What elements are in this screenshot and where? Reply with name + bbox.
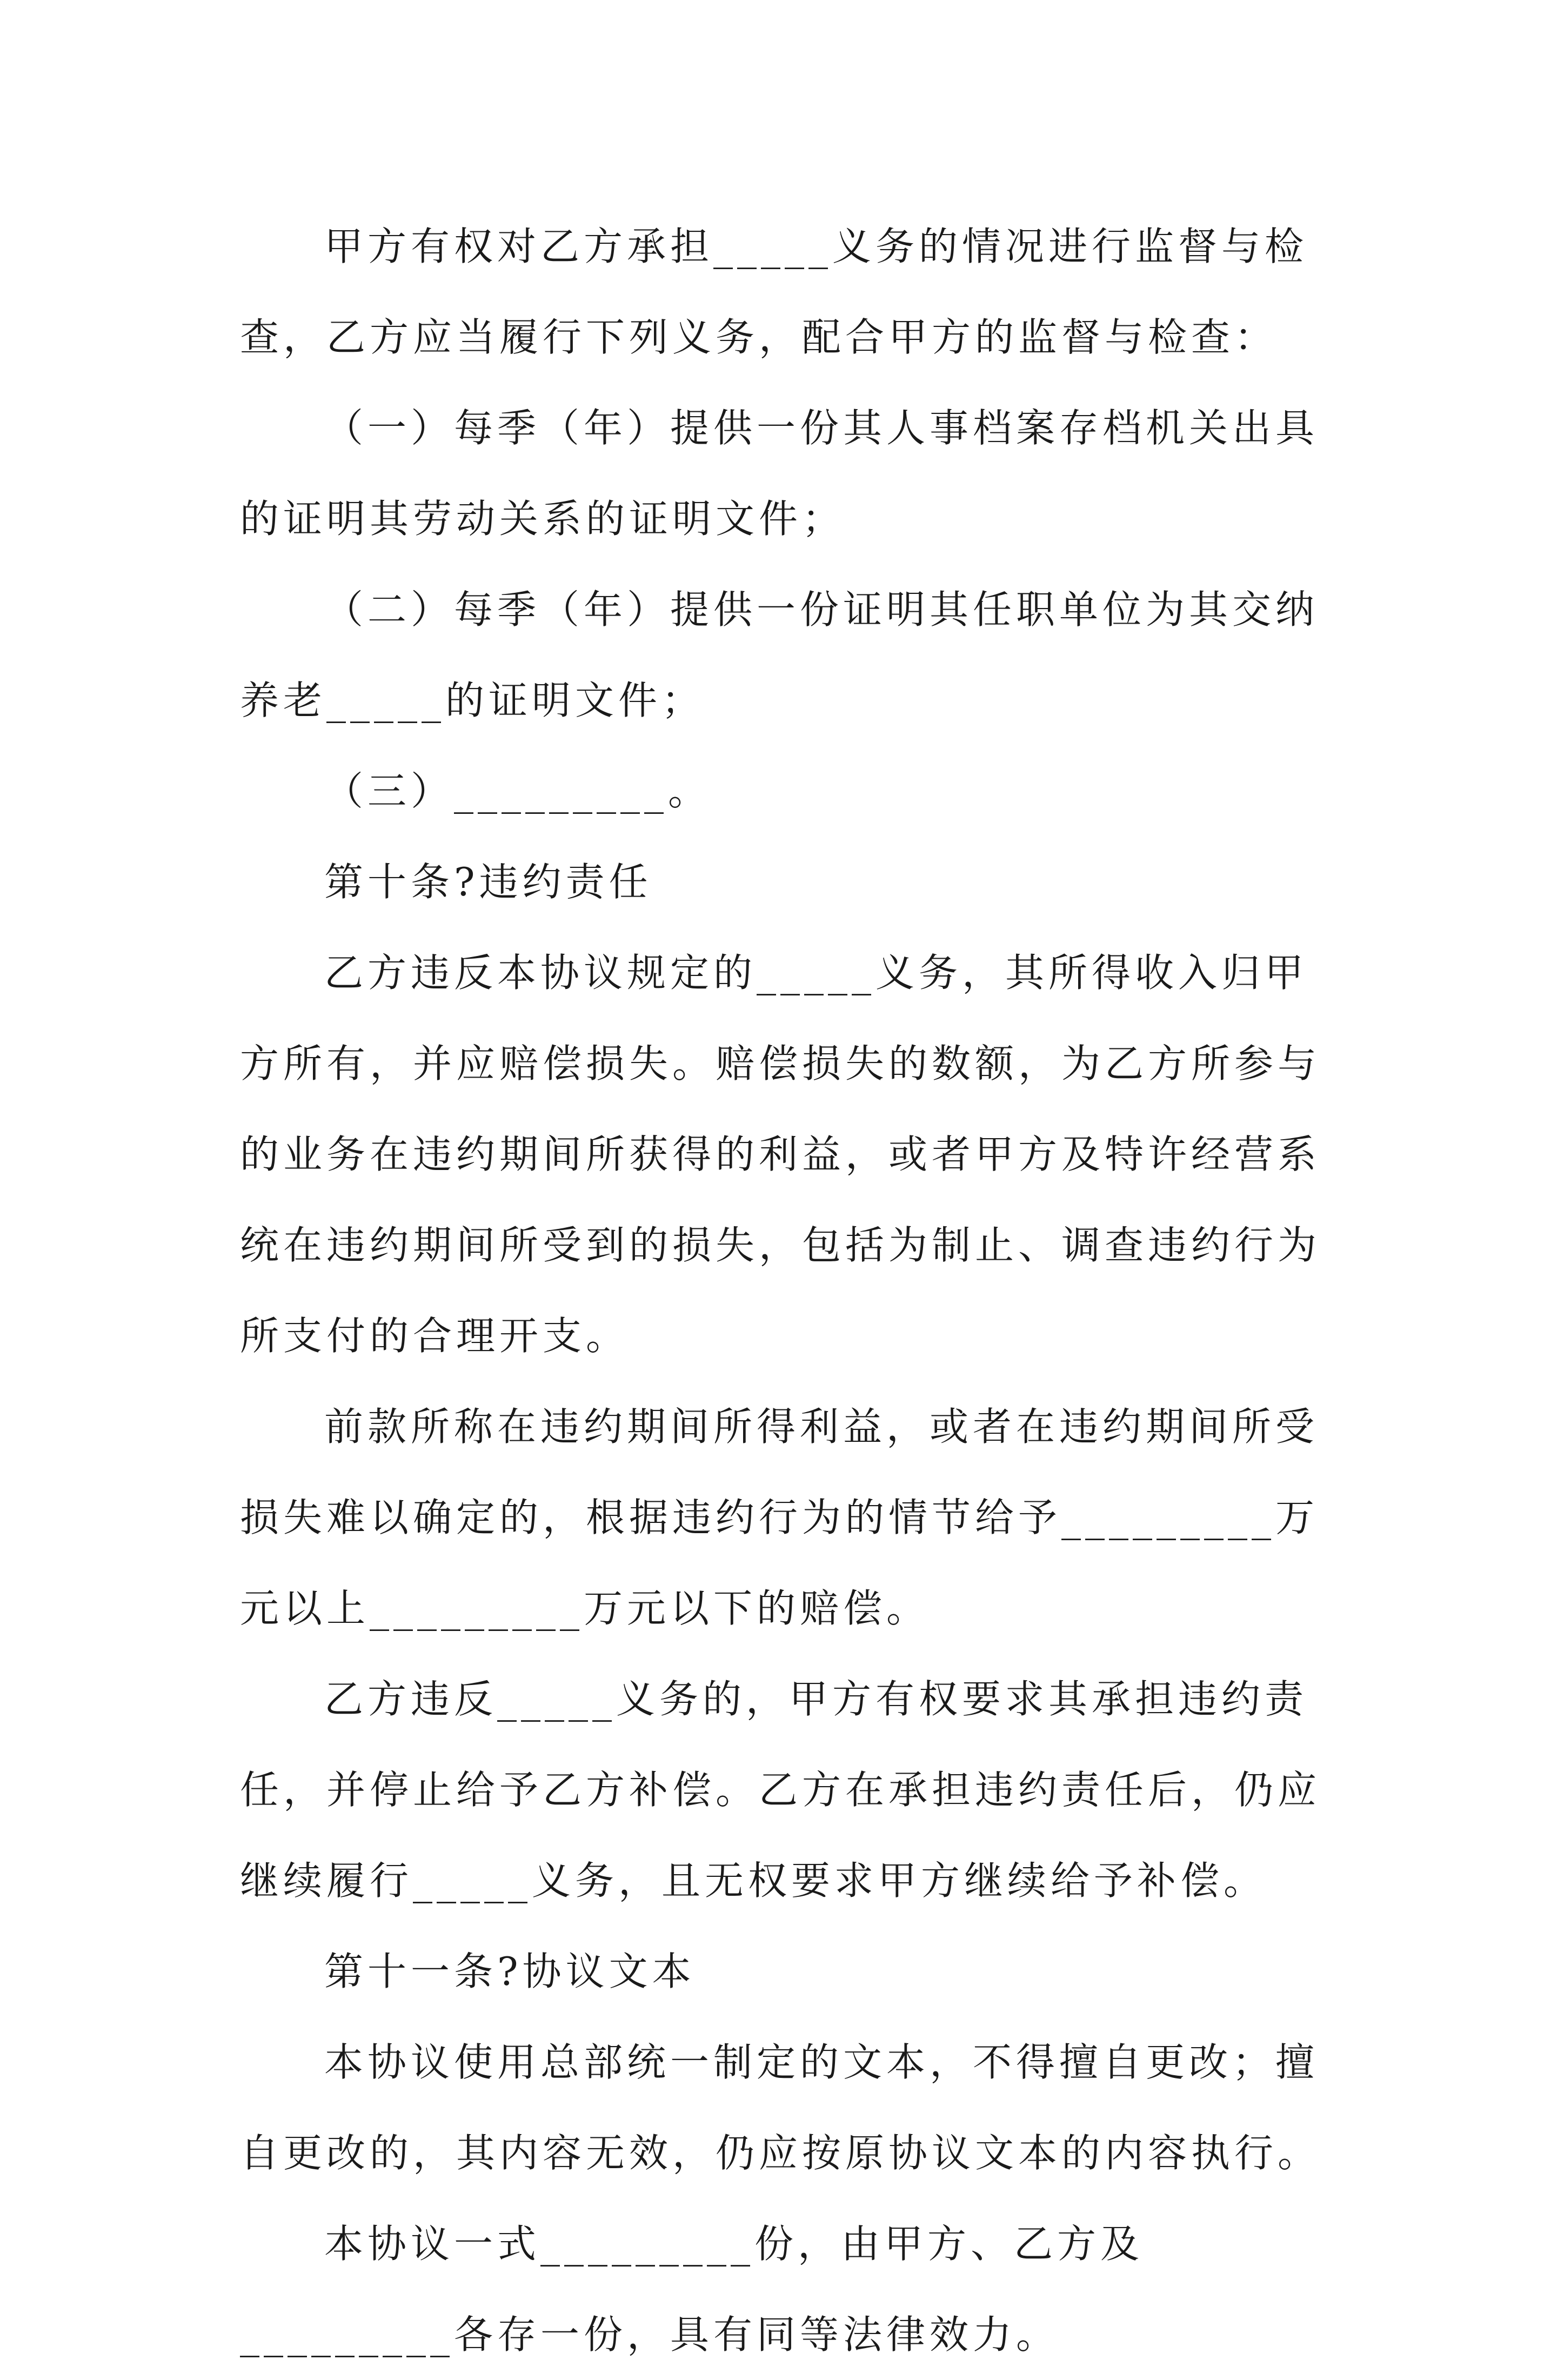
paragraph-compensation-range: 前款所称在违约期间所得利益，或者在违约期间所受损失难以确定的，根据违约行为的情节给予_________万元以上_________万元以下的赔偿。 xyxy=(240,1404,1319,1631)
paragraph-continue-obligation: 乙方违反_____义务的，甲方有权要求其承担违约责任，并停止给予乙方补偿。乙方在承担违约责任后，仍应继续履行_____义务，且无权要求甲方继续给予补偿。 xyxy=(240,1676,1321,1903)
paragraph-supervision: 甲方有权对乙方承担_____义务的情况进行监督与检查，乙方应当履行下列义务，配合甲方的监督与检查： xyxy=(240,224,1308,360)
paragraph-unified-text: 本协议使用总部统一制定的文本，不得擅自更改；擅自更改的，其内容无效，仍应按原协议文本的内容执行。 xyxy=(240,2040,1321,2176)
article-10-heading: 第十条?违约责任 xyxy=(324,859,652,905)
paragraph-item-2: （二）每季（年）提供一份证明其任职单位为其交纳养老_____的证明文件； xyxy=(240,587,1319,723)
paragraph-item-1: （一）每季（年）提供一份其人事档案存档机关出具的证明其劳动关系的证明文件； xyxy=(240,405,1319,541)
article-11-heading: 第十一条?协议文本 xyxy=(324,1949,696,1994)
paragraph-breach-liability: 乙方违反本协议规定的_____义务，其所得收入归甲方所有，并应赔偿损失。赔偿损失的数额，为乙方所参与的业务在违约期间所获得的利益，或者甲方及特许经营系统在违约期间所受到的损失，包括为制止、调查违约行为所支付的合理开支。 xyxy=(240,950,1321,1359)
paragraph-item-3: （三）_________。 xyxy=(324,768,712,814)
document-body xyxy=(240,201,1342,2380)
paragraph-copies: 本协议一式_________份，由甲方、乙方及_________各存一份，具有同等法律效力。 xyxy=(240,2221,1144,2357)
